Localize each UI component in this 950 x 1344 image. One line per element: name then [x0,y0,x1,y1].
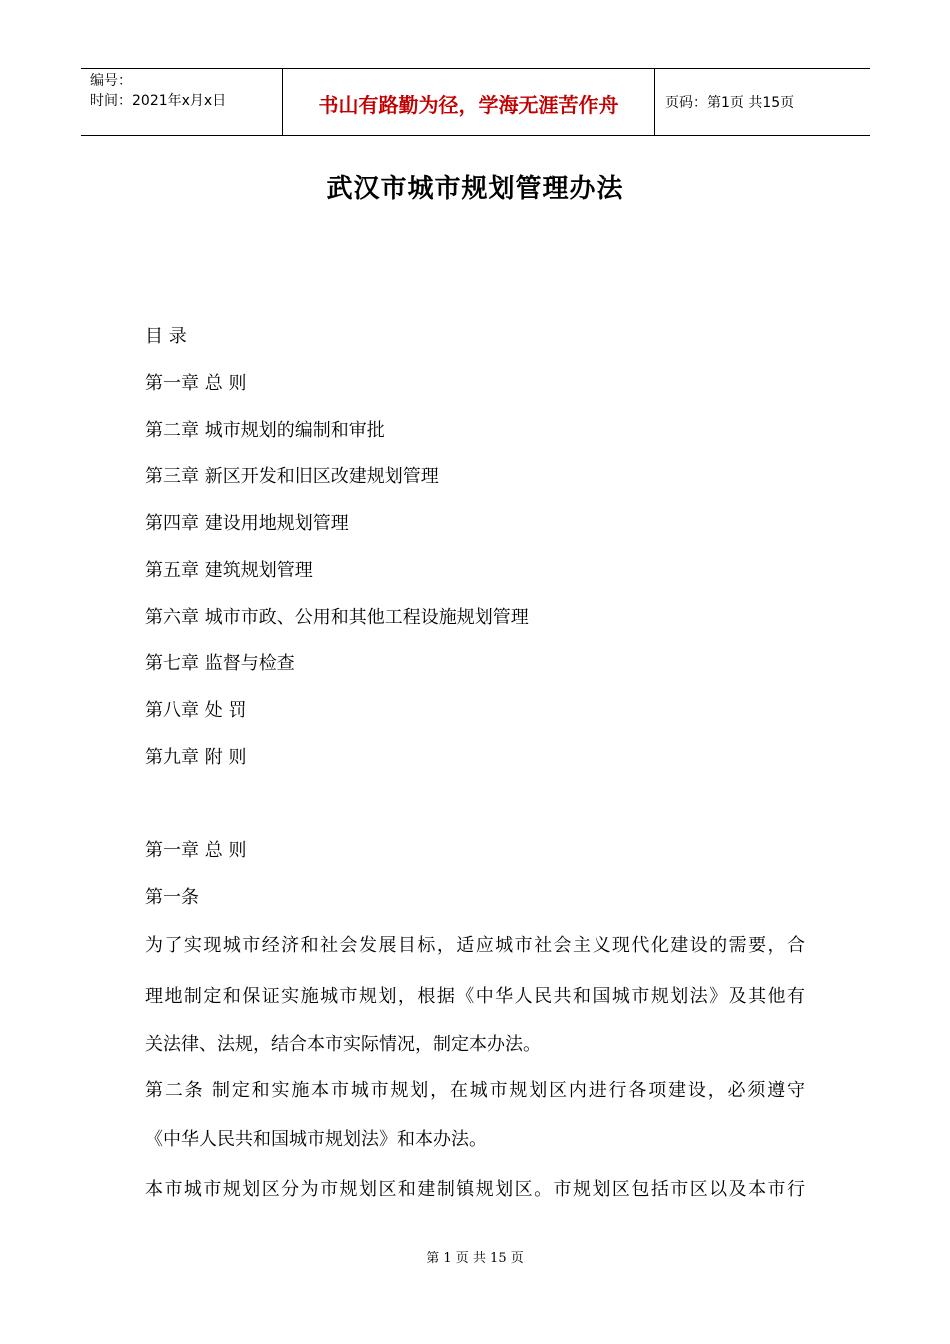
toc-item: 第一章 总 则 [145,373,247,394]
document-title: 武汉市城市规划管理办法 [326,174,624,204]
toc-item: 第四章 建设用地规划管理 [145,513,349,534]
paragraph-line: 第二条 制定和实施本市城市规划，在城市规划区内进行各项建设，必须遵守 [145,1080,805,1101]
paragraph-line: 理地制定和保证实施城市规划，根据《中华人民共和国城市规划法》及其他有 [145,986,805,1007]
paragraph-line: 关法律、法规，结合本市实际情况，制定本办法。 [145,1034,541,1055]
article-heading: 第一条 [145,887,199,908]
page-footer: 第 1 页 共 15 页 [426,1251,524,1266]
page-header [81,68,870,136]
toc-item: 第五章 建筑规划管理 [145,560,313,581]
toc-item: 第九章 附 则 [145,747,247,768]
paragraph-line: 本市城市规划区分为市规划区和建制镇规划区。市规划区包括市区以及本市行 [145,1179,805,1200]
chapter-heading: 第一章 总 则 [145,840,247,861]
toc-item: 第三章 新区开发和旧区改建规划管理 [145,466,439,487]
paragraph-line: 为了实现城市经济和社会发展目标，适应城市社会主义现代化建设的需要，合 [145,935,805,956]
toc-item: 第二章 城市规划的编制和审批 [145,420,385,441]
header-page-info: 页码：第1页 共15页 [665,95,795,111]
time-label: 时间：2021年x月x日 [90,93,227,109]
paragraph-line: 《中华人民共和国城市规划法》和本办法。 [145,1129,487,1150]
toc-item: 第六章 城市市政、公用和其他工程设施规划管理 [145,607,529,628]
header-motto: 书山有路勤为径，学海无涯苦作舟 [282,69,655,135]
toc-item: 第八章 处 罚 [145,700,247,721]
toc-heading: 目 录 [145,326,187,347]
toc-item: 第七章 监督与检查 [145,653,295,674]
number-label: 编号： [90,73,132,89]
header-meta [81,69,282,135]
